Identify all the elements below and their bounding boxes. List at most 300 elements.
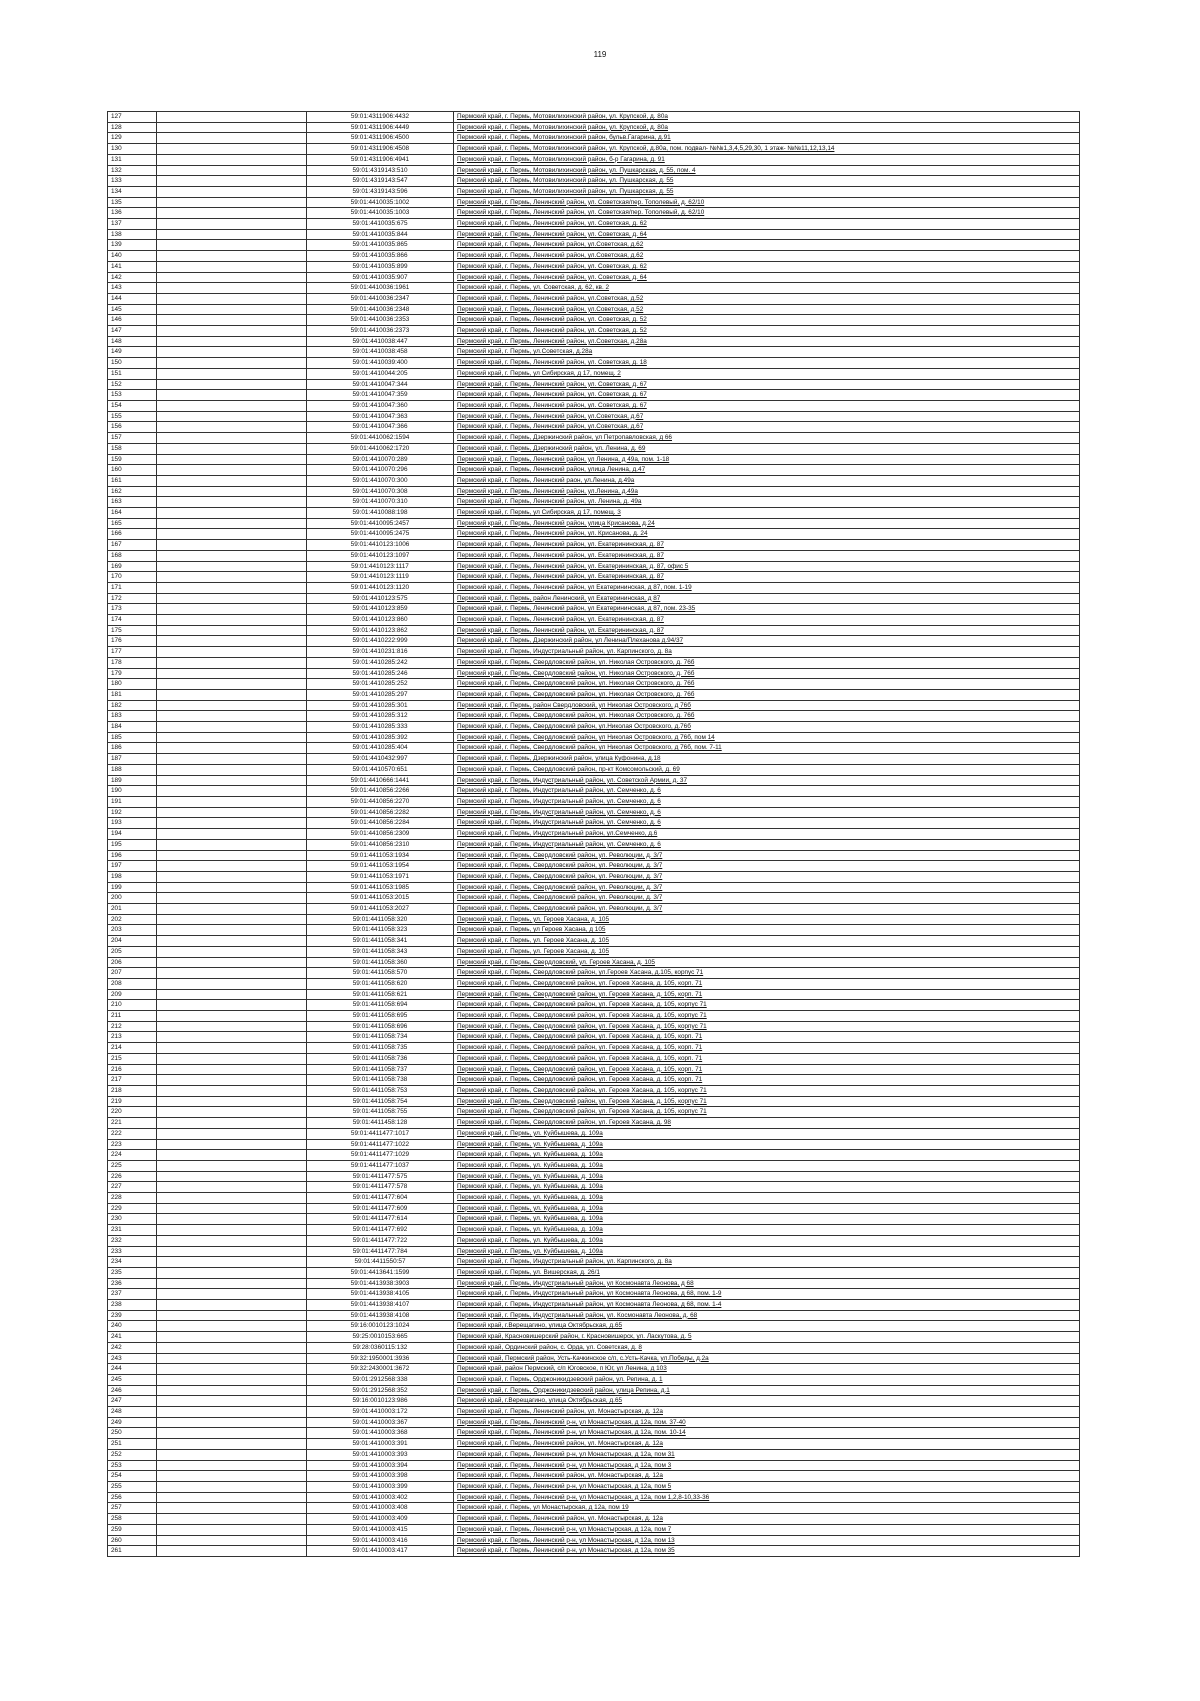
- empty-cell: [157, 1278, 307, 1289]
- cadastral-number: 59:01:4411058:621: [307, 989, 454, 1000]
- row-number: 156: [108, 422, 157, 433]
- empty-cell: [157, 1300, 307, 1311]
- table-row: [108, 1064, 1080, 1075]
- row-number: 133: [108, 176, 157, 187]
- empty-cell: [157, 1514, 307, 1525]
- empty-cell: [157, 186, 307, 197]
- address: Пермский край, район Пермский, с/п Юговское, п Юг, ул Ленина, д 103: [454, 1364, 1080, 1375]
- row-number: 151: [108, 368, 157, 379]
- empty-cell: [157, 1118, 307, 1129]
- empty-cell: [157, 529, 307, 540]
- row-number: 178: [108, 657, 157, 668]
- cadastral-number: 59:01:4411477:1022: [307, 1139, 454, 1150]
- cadastral-number: 59:01:4411058:694: [307, 1000, 454, 1011]
- table-row: [108, 1428, 1080, 1439]
- address: Пермский край, г. Пермь, Свердловский район, ул. Революции, д. 3/7: [454, 871, 1080, 882]
- empty-cell: [157, 336, 307, 347]
- address: Пермский край, г. Пермь, Ленинский район, ул. Советская/пер. Тополевый, д. 62/10: [454, 197, 1080, 208]
- cadastral-number: 59:01:4411053:1971: [307, 871, 454, 882]
- cadastral-number: 59:01:4411058:343: [307, 946, 454, 957]
- row-number: 169: [108, 561, 157, 572]
- row-number: 167: [108, 540, 157, 551]
- address: Пермский край, г. Пермь, Орджоникидзевский район, ул. Репина, д. 1: [454, 1374, 1080, 1385]
- cadastral-number: 59:01:4410285:242: [307, 657, 454, 668]
- row-number: 185: [108, 732, 157, 743]
- table-row: [108, 293, 1080, 304]
- property-table: [107, 111, 1080, 1557]
- cadastral-number: 59:01:4411477:722: [307, 1235, 454, 1246]
- table-row: [108, 379, 1080, 390]
- address: Пермский край, г. Пермь, Ленинский р-н, ул Монастырская, д 12а, пом 35: [454, 1546, 1080, 1557]
- address: Пермский край, г. Пермь, Ленинский район, ул Ленина, д 49а, пом. 1-18: [454, 454, 1080, 465]
- address: Пермский край, г. Пермь, Ленинский район, ул. Екатерининская, д. 87: [454, 550, 1080, 561]
- table-row: [108, 871, 1080, 882]
- table-row: [108, 1096, 1080, 1107]
- address: Пермский край, г. Пермь, ул. Куйбышева, д. 109а: [454, 1203, 1080, 1214]
- table-row: [108, 1342, 1080, 1353]
- table-row: [108, 422, 1080, 433]
- row-number: 177: [108, 647, 157, 658]
- empty-cell: [157, 1353, 307, 1364]
- row-number: 171: [108, 582, 157, 593]
- address: Пермский край, г. Пермь, ул.Советская, д.28а: [454, 347, 1080, 358]
- table-row: [108, 882, 1080, 893]
- table-row: [108, 1043, 1080, 1054]
- empty-cell: [157, 1075, 307, 1086]
- empty-cell: [157, 1246, 307, 1257]
- empty-cell: [157, 1407, 307, 1418]
- row-number: 149: [108, 347, 157, 358]
- empty-cell: [157, 518, 307, 529]
- empty-cell: [157, 165, 307, 176]
- empty-cell: [157, 219, 307, 230]
- row-number: 237: [108, 1289, 157, 1300]
- address: Пермский край, г. Пермь, Ленинский район, улица Крисанова, д.24: [454, 518, 1080, 529]
- table-row: [108, 829, 1080, 840]
- empty-cell: [157, 647, 307, 658]
- row-number: 175: [108, 625, 157, 636]
- table-row: [108, 925, 1080, 936]
- cadastral-number: 59:32:2430001:3672: [307, 1364, 454, 1375]
- table-row: [108, 251, 1080, 262]
- address: Пермский край, г. Пермь, Свердловский район, ул. Героев Хасана, д. 105, корпус 71: [454, 1107, 1080, 1118]
- row-number: 200: [108, 893, 157, 904]
- address: Пермский край, г. Пермь, Ленинский район, ул. Монастырская, д. 12а: [454, 1514, 1080, 1525]
- table-row: [108, 112, 1080, 123]
- empty-cell: [157, 1043, 307, 1054]
- cadastral-number: 59:01:4410856:2309: [307, 829, 454, 840]
- empty-cell: [157, 144, 307, 155]
- row-number: 261: [108, 1546, 157, 1557]
- cadastral-number: 59:01:4410003:398: [307, 1471, 454, 1482]
- empty-cell: [157, 1150, 307, 1161]
- row-number: 144: [108, 293, 157, 304]
- row-number: 136: [108, 208, 157, 219]
- cadastral-number: 59:01:4410088:198: [307, 508, 454, 519]
- table-row: [108, 1460, 1080, 1471]
- address: Пермский край, г. Пермь, Ленинский район, ул. Советская, д. 67: [454, 390, 1080, 401]
- empty-cell: [157, 604, 307, 615]
- table-row: [108, 1546, 1080, 1557]
- table-row: [108, 1246, 1080, 1257]
- row-number: 158: [108, 443, 157, 454]
- address: Пермский край, г. Пермь, Дзержинский район, улица Куфонина, д.18: [454, 754, 1080, 765]
- table-row: [108, 1310, 1080, 1321]
- cadastral-number: 59:01:4311906:4941: [307, 154, 454, 165]
- table-row: [108, 1535, 1080, 1546]
- row-number: 210: [108, 1000, 157, 1011]
- table-row: [108, 1107, 1080, 1118]
- address: Пермский край, г. Пермь, Ленинский район, ул. Монастырская, д. 12а: [454, 1471, 1080, 1482]
- cadastral-number: 59:01:4410095:2475: [307, 529, 454, 540]
- empty-cell: [157, 1289, 307, 1300]
- cadastral-number: 59:01:4410285:252: [307, 679, 454, 690]
- row-number: 223: [108, 1139, 157, 1150]
- row-number: 230: [108, 1214, 157, 1225]
- address: Пермский край, г. Пермь, Дзержинский район, ул. Ленина, д. 69: [454, 443, 1080, 454]
- table-row: [108, 1150, 1080, 1161]
- address: Пермский край, г. Пермь, Ленинский р-н, ул Монастырская, д 12а, пом 13: [454, 1535, 1080, 1546]
- cadastral-number: 59:01:4410003:394: [307, 1460, 454, 1471]
- cadastral-number: 59:01:4410285:246: [307, 668, 454, 679]
- row-number: 184: [108, 722, 157, 733]
- cadastral-number: 59:01:4411058:737: [307, 1064, 454, 1075]
- row-number: 148: [108, 336, 157, 347]
- empty-cell: [157, 1332, 307, 1343]
- cadastral-number: 59:28:0360115:132: [307, 1342, 454, 1353]
- cadastral-number: 59:01:4411058:738: [307, 1075, 454, 1086]
- cadastral-number: 59:01:4411058:735: [307, 1043, 454, 1054]
- cadastral-number: 59:01:4410222:999: [307, 636, 454, 647]
- table-row: [108, 1139, 1080, 1150]
- address: Пермский край, г. Пермь, Ленинский р-н, ул Монастырская, д 12а, пом. 37-40: [454, 1417, 1080, 1428]
- cadastral-number: 59:01:4411053:2015: [307, 893, 454, 904]
- row-number: 248: [108, 1407, 157, 1418]
- table-row: [108, 904, 1080, 915]
- address: Пермский край, г. Пермь, Свердловский район, ул. Героев Хасана, д. 105, корп. 71: [454, 1053, 1080, 1064]
- address: Пермский край, г. Пермь, Индустриальный район, ул. Семченко, д. 6: [454, 818, 1080, 829]
- empty-cell: [157, 1385, 307, 1396]
- address: Пермский край, г. Пермь, Индустриальный район, ул.Семченко, д.6: [454, 829, 1080, 840]
- cadastral-number: 59:01:4410003:416: [307, 1535, 454, 1546]
- row-number: 259: [108, 1524, 157, 1535]
- address: Пермский край, г. Пермь, Мотовилихинский район, ул. Пушкарская, д. 55: [454, 176, 1080, 187]
- row-number: 176: [108, 636, 157, 647]
- row-number: 212: [108, 1021, 157, 1032]
- empty-cell: [157, 540, 307, 551]
- cadastral-number: 59:01:4410047:360: [307, 400, 454, 411]
- table-row: [108, 154, 1080, 165]
- cadastral-number: 59:01:4410856:2282: [307, 807, 454, 818]
- table-row: [108, 1374, 1080, 1385]
- address: Пермский край, г. Пермь, Мотовилихинский район, ул. Пушкарская, д. 55, пом. 4: [454, 165, 1080, 176]
- cadastral-number: 59:01:4410666:1441: [307, 775, 454, 786]
- address: Пермский край, г. Пермь, Ленинский район, ул. Советская, д. 67: [454, 400, 1080, 411]
- table-row: [108, 1032, 1080, 1043]
- cadastral-number: 59:01:4319143:510: [307, 165, 454, 176]
- empty-cell: [157, 1235, 307, 1246]
- empty-cell: [157, 379, 307, 390]
- empty-cell: [157, 1032, 307, 1043]
- address: Пермский край, г. Пермь, Ленинский район, ул. Советская, д. 67: [454, 379, 1080, 390]
- cadastral-number: 59:01:4413938:4108: [307, 1310, 454, 1321]
- row-number: 128: [108, 122, 157, 133]
- address: Пермский край, г. Пермь, ул. Куйбышева, д. 109а: [454, 1128, 1080, 1139]
- property-table-container: [107, 111, 1080, 1589]
- cadastral-number: 59:01:4410123:575: [307, 593, 454, 604]
- address: Пермский край, г. Пермь, ул. Куйбышева, д. 109а: [454, 1139, 1080, 1150]
- address: Пермский край, г. Пермь, Ленинский р-н, ул Монастырская, д 12а, пом 31: [454, 1449, 1080, 1460]
- row-number: 139: [108, 240, 157, 251]
- empty-cell: [157, 1193, 307, 1204]
- address: Пермский край, г. Пермь, ул. Куйбышева, д. 109а: [454, 1225, 1080, 1236]
- address: Пермский край, г. Пермь, Свердловский район, ул. Героев Хасана, д. 105, корпус 71: [454, 1011, 1080, 1022]
- cadastral-number: 59:01:4411058:323: [307, 925, 454, 936]
- row-number: 233: [108, 1246, 157, 1257]
- empty-cell: [157, 1492, 307, 1503]
- empty-cell: [157, 1449, 307, 1460]
- row-number: 217: [108, 1075, 157, 1086]
- row-number: 170: [108, 572, 157, 583]
- empty-cell: [157, 1053, 307, 1064]
- table-row: [108, 529, 1080, 540]
- empty-cell: [157, 989, 307, 1000]
- row-number: 198: [108, 871, 157, 882]
- address: Пермский край, г. Пермь, Свердловский район, ул. Героев Хасана, д. 105, корп. 71: [454, 978, 1080, 989]
- row-number: 197: [108, 861, 157, 872]
- cadastral-number: 59:01:4411058:736: [307, 1053, 454, 1064]
- table-row: [108, 786, 1080, 797]
- row-number: 251: [108, 1439, 157, 1450]
- empty-cell: [157, 1000, 307, 1011]
- address: Пермский край, г. Пермь, Ленинский р-н, ул Монастырская, д 12а, пом 7: [454, 1524, 1080, 1535]
- table-row: [108, 850, 1080, 861]
- cadastral-number: 59:01:4410035:1003: [307, 208, 454, 219]
- cadastral-number: 59:01:4410285:392: [307, 732, 454, 743]
- row-number: 258: [108, 1514, 157, 1525]
- empty-cell: [157, 775, 307, 786]
- table-row: [108, 1021, 1080, 1032]
- empty-cell: [157, 679, 307, 690]
- row-number: 257: [108, 1503, 157, 1514]
- cadastral-number: 59:01:4411058:320: [307, 914, 454, 925]
- table-row: [108, 1407, 1080, 1418]
- address: Пермский край, г. Пермь, Ленинский район, ул. Советская, д. 52: [454, 315, 1080, 326]
- empty-cell: [157, 422, 307, 433]
- row-number: 140: [108, 251, 157, 262]
- address: Пермский край, г. Пермь, Индустриальный район, ул. Семченко, д. 6: [454, 839, 1080, 850]
- cadastral-number: 59:01:4411058:341: [307, 936, 454, 947]
- address: Пермский край, г. Пермь, Свердловский район, ул Николая Островского, д 76б, пом. 7-11: [454, 743, 1080, 754]
- table-row: [108, 518, 1080, 529]
- empty-cell: [157, 1096, 307, 1107]
- table-row: [108, 1514, 1080, 1525]
- row-number: 229: [108, 1203, 157, 1214]
- address: Пермский край, г. Пермь, Ленинский район, ул. Екатерининская, д. 87: [454, 615, 1080, 626]
- table-row: [108, 989, 1080, 1000]
- cadastral-number: 59:01:4410044:205: [307, 368, 454, 379]
- cadastral-number: 59:01:4410856:2310: [307, 839, 454, 850]
- empty-cell: [157, 893, 307, 904]
- cadastral-number: 59:01:4410036:2373: [307, 326, 454, 337]
- table-row: [108, 1128, 1080, 1139]
- cadastral-number: 59:25:0010153:665: [307, 1332, 454, 1343]
- empty-cell: [157, 861, 307, 872]
- row-number: 164: [108, 508, 157, 519]
- table-row: [108, 1267, 1080, 1278]
- table-row: [108, 240, 1080, 251]
- empty-cell: [157, 112, 307, 123]
- address: Пермский край, г. Пермь, район Свердловский, ул Николая Островского, д 76б: [454, 700, 1080, 711]
- cadastral-number: 59:01:4410036:2348: [307, 304, 454, 315]
- row-number: 168: [108, 550, 157, 561]
- address: Пермский край, г. Пермь, Свердловский район, ул. Героев Хасана, д. 105, корп. 71: [454, 1075, 1080, 1086]
- table-row: [108, 122, 1080, 133]
- table-row: [108, 968, 1080, 979]
- address: Пермский край, г. Пермь, Свердловский район, ул. Николая Островского, д. 76б: [454, 657, 1080, 668]
- address: Пермский край, г. Пермь, ул. Героев Хасана, д. 105: [454, 914, 1080, 925]
- address: Пермский край, г. Пермь, Свердловский район, ул. Героев Хасана, д. 105, корпус 71: [454, 1000, 1080, 1011]
- address: Пермский край, г. Пермь, Ленинский район, ул.Советская, д.62: [454, 251, 1080, 262]
- empty-cell: [157, 122, 307, 133]
- cadastral-number: 59:01:4410856:2270: [307, 797, 454, 808]
- address: Пермский край, г. Пермь, Мотовилихинский район, ул. Пушкарская, д. 55: [454, 186, 1080, 197]
- empty-cell: [157, 1011, 307, 1022]
- cadastral-number: 59:01:4410285:333: [307, 722, 454, 733]
- empty-cell: [157, 657, 307, 668]
- cadastral-number: 59:01:4410035:1002: [307, 197, 454, 208]
- empty-cell: [157, 829, 307, 840]
- empty-cell: [157, 968, 307, 979]
- cadastral-number: 59:01:4411053:1934: [307, 850, 454, 861]
- row-number: 145: [108, 304, 157, 315]
- row-number: 166: [108, 529, 157, 540]
- empty-cell: [157, 304, 307, 315]
- table-row: [108, 272, 1080, 283]
- address: Пермский край, г. Пермь, Свердловский район, ул. Революции, д. 3/7: [454, 904, 1080, 915]
- table-row: [108, 818, 1080, 829]
- cadastral-number: 59:01:4411058:360: [307, 957, 454, 968]
- cadastral-number: 59:01:4410123:1120: [307, 582, 454, 593]
- table-row: [108, 797, 1080, 808]
- cadastral-number: 59:01:4410036:2353: [307, 315, 454, 326]
- address: Пермский край, г. Пермь, Ленинский район, ул. Екатерининская, д. 87: [454, 625, 1080, 636]
- row-number: 260: [108, 1535, 157, 1546]
- empty-cell: [157, 443, 307, 454]
- address: Пермский край, г. Пермь, ул. Куйбышева, д. 109а: [454, 1171, 1080, 1182]
- empty-cell: [157, 1021, 307, 1032]
- cadastral-number: 59:01:2912568:338: [307, 1374, 454, 1385]
- row-number: 187: [108, 754, 157, 765]
- table-row: [108, 1011, 1080, 1022]
- empty-cell: [157, 978, 307, 989]
- address: Пермский край, г. Пермь, Ленинский район, улица Ленина, д.47: [454, 465, 1080, 476]
- cadastral-number: 59:01:4410035:907: [307, 272, 454, 283]
- empty-cell: [157, 1085, 307, 1096]
- table-row: [108, 711, 1080, 722]
- empty-cell: [157, 925, 307, 936]
- table-row: [108, 1160, 1080, 1171]
- empty-cell: [157, 1171, 307, 1182]
- address: Пермский край, г. Пермь, Мотовилихинский район, бульв.Гагарина, д.91: [454, 133, 1080, 144]
- row-number: 183: [108, 711, 157, 722]
- table-row: [108, 1225, 1080, 1236]
- address: Пермский край, г. Пермь, Свердловский район, ул.Героев Хасана, д.105, корпус 71: [454, 968, 1080, 979]
- empty-cell: [157, 272, 307, 283]
- empty-cell: [157, 1396, 307, 1407]
- address: Пермский край, г. Пермь, Свердловский район, ул. Героев Хасана, д. 98: [454, 1118, 1080, 1129]
- table-row: [108, 1492, 1080, 1503]
- cadastral-number: 59:01:4410003:408: [307, 1503, 454, 1514]
- empty-cell: [157, 208, 307, 219]
- empty-cell: [157, 1482, 307, 1493]
- empty-cell: [157, 1439, 307, 1450]
- address: Пермский край, г. Пермь, Свердловский район, ул. Героев Хасана, д. 105, корпус 71: [454, 1021, 1080, 1032]
- empty-cell: [157, 1182, 307, 1193]
- row-number: 199: [108, 882, 157, 893]
- table-row: [108, 411, 1080, 422]
- table-row: [108, 486, 1080, 497]
- row-number: 224: [108, 1150, 157, 1161]
- empty-cell: [157, 315, 307, 326]
- row-number: 206: [108, 957, 157, 968]
- row-number: 252: [108, 1449, 157, 1460]
- table-row: [108, 743, 1080, 754]
- row-number: 182: [108, 700, 157, 711]
- table-row: [108, 1364, 1080, 1375]
- cadastral-number: 59:01:4411053:2027: [307, 904, 454, 915]
- row-number: 245: [108, 1374, 157, 1385]
- address: Пермский край, г. Пермь, Индустриальный район, ул Космонавта Леонова, д 68, пом. 1-4: [454, 1300, 1080, 1311]
- table-row: [108, 336, 1080, 347]
- empty-cell: [157, 582, 307, 593]
- table-row: [108, 326, 1080, 337]
- address: Пермский край, г. Пермь, ул Сибирская, д 17, помещ. 3: [454, 508, 1080, 519]
- table-row: [108, 133, 1080, 144]
- table-row: [108, 1075, 1080, 1086]
- address: Пермский край, г. Пермь, Свердловский район, ул. Героев Хасана, д. 105, корп. 71: [454, 1043, 1080, 1054]
- row-number: 173: [108, 604, 157, 615]
- address: Пермский край, г. Пермь, Свердловский район, ул Николая Островского, д 76б, пом 14: [454, 732, 1080, 743]
- address: Пермский край, г.Верещагино, улица Октябрьская, д.65: [454, 1321, 1080, 1332]
- table-row: [108, 861, 1080, 872]
- empty-cell: [157, 1128, 307, 1139]
- empty-cell: [157, 1321, 307, 1332]
- address: Пермский край, г. Пермь, Ленинский р-н, ул Монастырская, д 12а, пом 3: [454, 1460, 1080, 1471]
- cadastral-number: 59:01:4411477:604: [307, 1193, 454, 1204]
- table-row: [108, 914, 1080, 925]
- empty-cell: [157, 561, 307, 572]
- table-row: [108, 764, 1080, 775]
- row-number: 205: [108, 946, 157, 957]
- empty-cell: [157, 1064, 307, 1075]
- row-number: 150: [108, 358, 157, 369]
- row-number: 162: [108, 486, 157, 497]
- empty-cell: [157, 411, 307, 422]
- cadastral-number: 59:01:4410856:2266: [307, 786, 454, 797]
- address: Пермский край, г. Пермь, Свердловский, ул. Героев Хасана, д. 105: [454, 957, 1080, 968]
- address: Пермский край, г. Пермь, Мотовилихинский район, ул. Крупской, д. 80а: [454, 122, 1080, 133]
- empty-cell: [157, 1535, 307, 1546]
- empty-cell: [157, 871, 307, 882]
- cadastral-number: 59:01:4411458:128: [307, 1118, 454, 1129]
- table-row: [108, 754, 1080, 765]
- table-row: [108, 807, 1080, 818]
- row-number: 221: [108, 1118, 157, 1129]
- empty-cell: [157, 454, 307, 465]
- row-number: 215: [108, 1053, 157, 1064]
- address: Пермский край, г. Пермь, Ленинский район, ул. Екатерининская, д. 87: [454, 572, 1080, 583]
